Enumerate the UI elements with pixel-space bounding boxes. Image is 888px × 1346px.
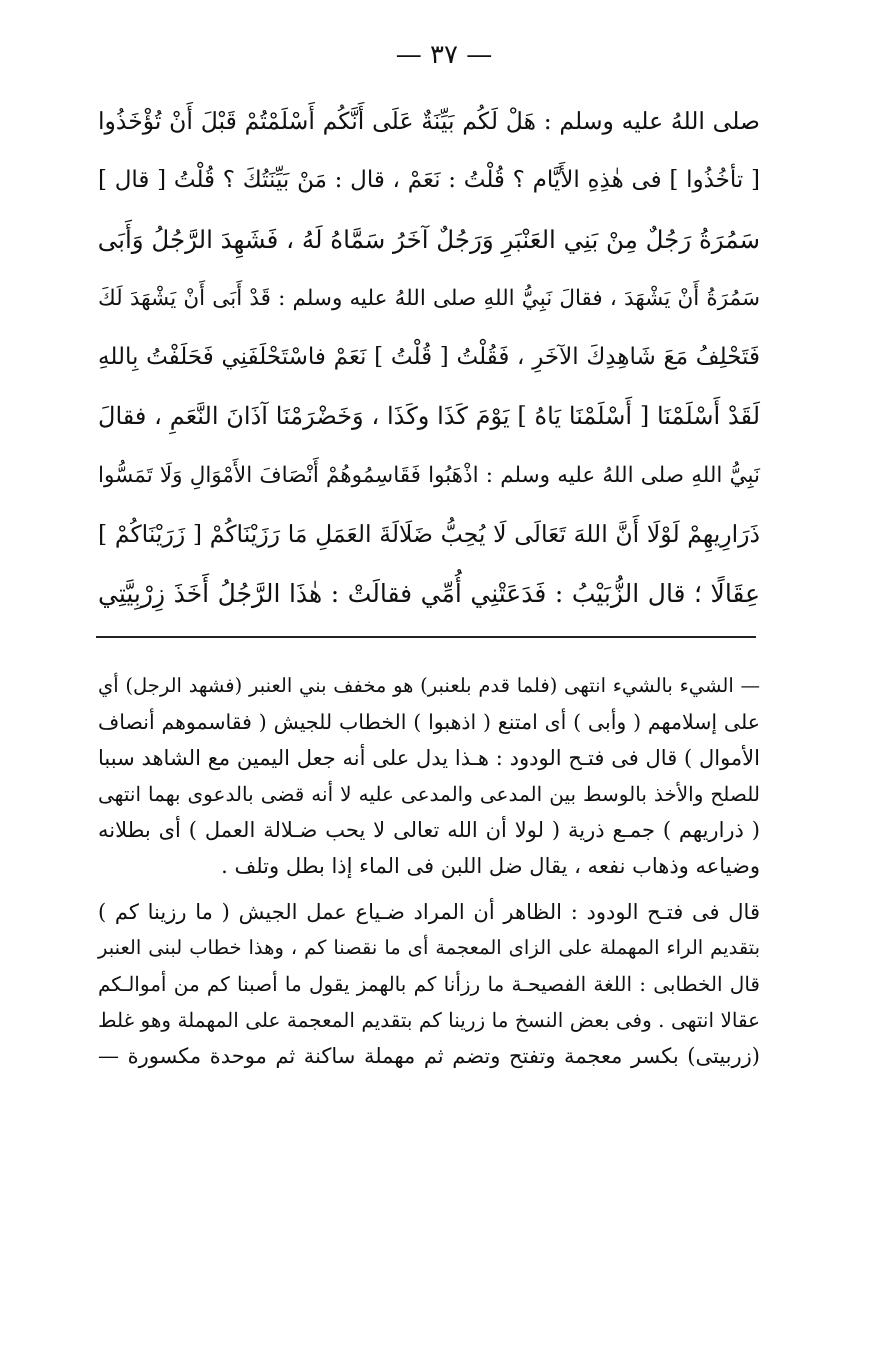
footnote-line: الأموال ) قال فى فتـح الودود : هـذا يدل على أنه جعل اليمين مع الشاهد سببا bbox=[98, 746, 760, 770]
main-text-line: لَقَدْ أَسْلَمْنَا [ أَسْلَمْنَا يَاهُ ] يَوْمَ كَذَا وكَذَا ، وَخَضْرَمْنَا آذَانَ النَّعَمِ ، فقالَ bbox=[98, 402, 760, 430]
footnote-divider bbox=[96, 636, 756, 638]
footnotes bbox=[98, 668, 760, 1084]
main-text bbox=[98, 92, 760, 623]
footnote-line: على إسلامهم ( وأبى ) أى امتنع ( اذهبوا ) الخطاب للجيش ( فقاسموهم أنصاف bbox=[98, 710, 760, 734]
main-text-line: [ تأخُذُوا ] فى هٰذِهِ الأَيَّام ؟ قُلْتُ : نَعَمْ ، قال : مَنْ بَيِّنَتُكَ ؟ قُلْتُ [ قال ] bbox=[98, 167, 760, 193]
main-text-line: فَتَحْلِفُ مَعَ شَاهِدِكَ الآخَرِ ، فَقُلْتُ [ قُلْتُ ] نَعَمْ فاسْتَحْلَفَنِي فَحَلَفْتُ بِاللهِ bbox=[98, 344, 760, 370]
main-text-line: ذَرَارِيهِمْ لَوْلَا أَنَّ اللهَ تَعَالَى لَا يُحِبُّ ضَلَالَةَ العَمَلِ مَا رَزَيْنَاكُمْ [ زَرَيْنَاكُمْ ] bbox=[98, 520, 760, 548]
main-text-line: نَبِيُّ اللهِ صلى اللهُ عليه وسلم : اذْهَبُوا فَقَاسِمُوهُمْ أَنْصَافَ الأَمْوَالِ وَلَا تَمَسُّوا bbox=[98, 463, 760, 488]
main-text-line: سَمُرَةُ أَنْ يَشْهَدَ ، فقالَ نَبِيُّ اللهِ صلى اللهُ عليه وسلم : قَدْ أَبَى أَنْ يَشْهَدَ لَكَ bbox=[98, 286, 760, 311]
footnote-line: بتقديم الراء المهملة على الزاى المعجمة أى ما نقصنا كم ، وهذا خطاب لبنى العنبر bbox=[98, 936, 760, 959]
footnote-line: — الشيء بالشيء انتهى (فلما قدم بلعنبر) هو مخفف بني العنبر (فشهد الرجل) أي bbox=[98, 674, 760, 697]
main-text-line: سَمُرَةُ رَجُلٌ مِنْ بَنِي العَنْبَرِ وَرَجُلٌ آخَرُ سَمَّاهُ لَهُ ، فَشَهِدَ الرَّجُلُ وَأَبَى bbox=[97, 225, 760, 254]
footnote-line: ( ذراريهم ) جمـع ذرية ( لولا أن الله تعالى لا يحب ضـلالة العمل ) أى بطلانه bbox=[98, 818, 760, 842]
footnote-paragraph bbox=[98, 668, 760, 884]
footnote-line: قال فى فتـح الودود : الظاهر أن المراد ضـياع عمل الجيش ( ما رزينا كم ) bbox=[98, 900, 760, 924]
footnote-line: وضياعه وذهاب نفعه ، يقال ضل اللبن فى الماء إذا بطل وتلف . bbox=[221, 854, 760, 878]
footnote-line: (زربيتى) بكسر معجمة وتفتح وتضم ثم مهملة ساكنة ثم موحدة مكسورة — bbox=[98, 1044, 760, 1068]
footnote-line: قال الخطابى : اللغة الفصيحـة ما رزأنا كم بالهمز يقول ما أصبنا كم من أموالـكم bbox=[98, 972, 760, 996]
main-text-line: صلى اللهُ عليه وسلم : هَلْ لَكُم بَيِّنَةٌ عَلَى أَنَّكُم أَسْلَمْتُمْ قَبْلَ أَنْ تُؤْخَذُوا bbox=[98, 107, 760, 135]
footnote-line: عقالا انتهى . وفى بعض النسخ ما زرينا كم بتقديم المعجمة على المهملة وهو غلط bbox=[98, 1008, 760, 1032]
page-number: — ٣٧ — bbox=[395, 40, 493, 70]
footnote-line: للصلح والأخذ بالوسط بين المدعى والمدعى عليه لا أنه قضى بالدعوى بهما انتهى bbox=[98, 782, 760, 806]
main-text-line: عِقَالًا ؛ قال الزُّبَيْبُ : فَدَعَتْنِي أُمِّي فقالَتْ : هٰذَا الرَّجُلُ أَخَذَ زِرْبِيَّتِي bbox=[98, 579, 760, 608]
footnote-paragraph bbox=[98, 894, 760, 1074]
